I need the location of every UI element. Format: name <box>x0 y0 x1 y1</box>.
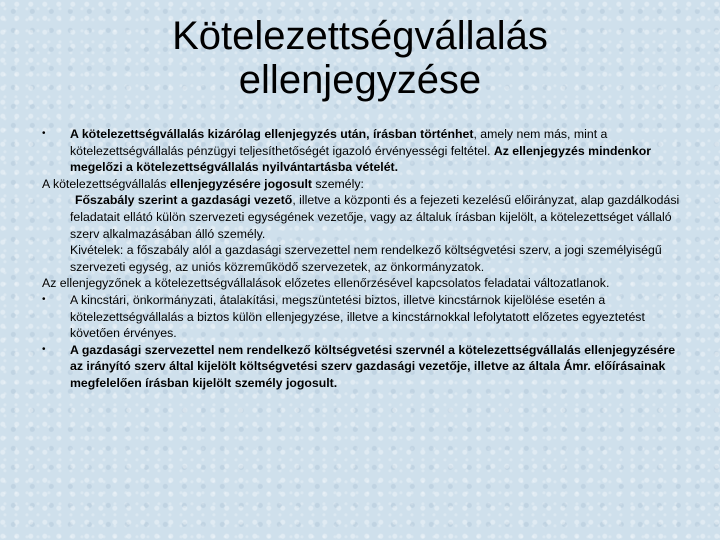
paragraph-3 <box>42 192 682 242</box>
bullet-icon: • <box>42 293 46 305</box>
paragraph-2-text-2: személy: <box>311 176 364 191</box>
paragraph-1-bold-2: Az ellenjegyzés mindenkor megelőzi a kötelezettségvállalás nyilvántartásba vételét. <box>70 143 652 175</box>
paragraph-2 <box>42 176 682 193</box>
bullet-paragraph-6 <box>42 292 682 342</box>
paragraph-3-text-1: , illetve a központi és a fejezeti kezelésű előirányzat, alap gazdálkodási feladatait ellátó külön szervezeti egységének vezetője, vagy az általuk írásban kijelölt, a kötelezettséget vállaló szerv alkalmazásában álló személy. <box>70 193 680 241</box>
paragraph-7-bold-1: A gazdasági szervezettel nem rendelkező költségvetési szervnél a kötelezettségvállalás ellenjegyzésére az irányító szerv által kijelölt költségvetési szerv gazdasági vezetője, illetve az általa Ámr. előírásainak megfelelően írásban kijelölt személy jogosult. <box>70 342 676 390</box>
bullet-paragraph-7 <box>42 342 682 392</box>
paragraph-3-bold-1: Főszabály szerint a gazdasági vezető <box>75 193 293 208</box>
bullet-paragraph-1 <box>42 126 682 176</box>
paragraph-5-text: Az ellenjegyzőnek a kötelezettségvállalások előzetes ellenőrzésével kapcsolatos feladatai változatlanok. <box>42 276 610 291</box>
paragraph-1-text-1: , amely nem más, mint a kötelezettségvállalás pénzügyi teljesíthetőségét igazoló érvényességi feltétel. <box>70 127 608 158</box>
bullet-icon: • <box>42 343 46 355</box>
paragraph-5 <box>42 275 682 292</box>
paragraph-4-text: Kivételek: a főszabály alól a gazdasági szervezettel nem rendelkező költségvetési szerv, a jogi személyiségű szervezeti egység, az uniós közreműködő szervezetek, az önkormányzatok. <box>70 243 662 274</box>
slide-title-line-2: ellenjegyzése <box>238 58 482 102</box>
paragraph-6-text: A kincstári, önkormányzati, átalakítási, megszüntetési biztos, illetve kincstárnok kijelölése esetén a kötelezettségvállalás a biztos külön ellenjegyzése, illetve a kincstárnokkal lefolytatott előzetes egyeztetést követően érvényes. <box>70 292 645 341</box>
paragraph-4 <box>42 242 682 275</box>
paragraph-2-text-1: A kötelezettségvállalás <box>42 176 170 191</box>
paragraph-2-bold-1: ellenjegyzésére jogosult <box>169 176 312 191</box>
slide-body <box>42 126 682 392</box>
bullet-icon: • <box>42 128 46 139</box>
slide-title-line-1: Kötelezettségvállalás <box>172 14 548 58</box>
slide-title <box>0 14 720 102</box>
paragraph-1-bold-1: A kötelezettségvállalás kizárólag ellenjegyzés után, írásban történhet <box>70 127 474 141</box>
